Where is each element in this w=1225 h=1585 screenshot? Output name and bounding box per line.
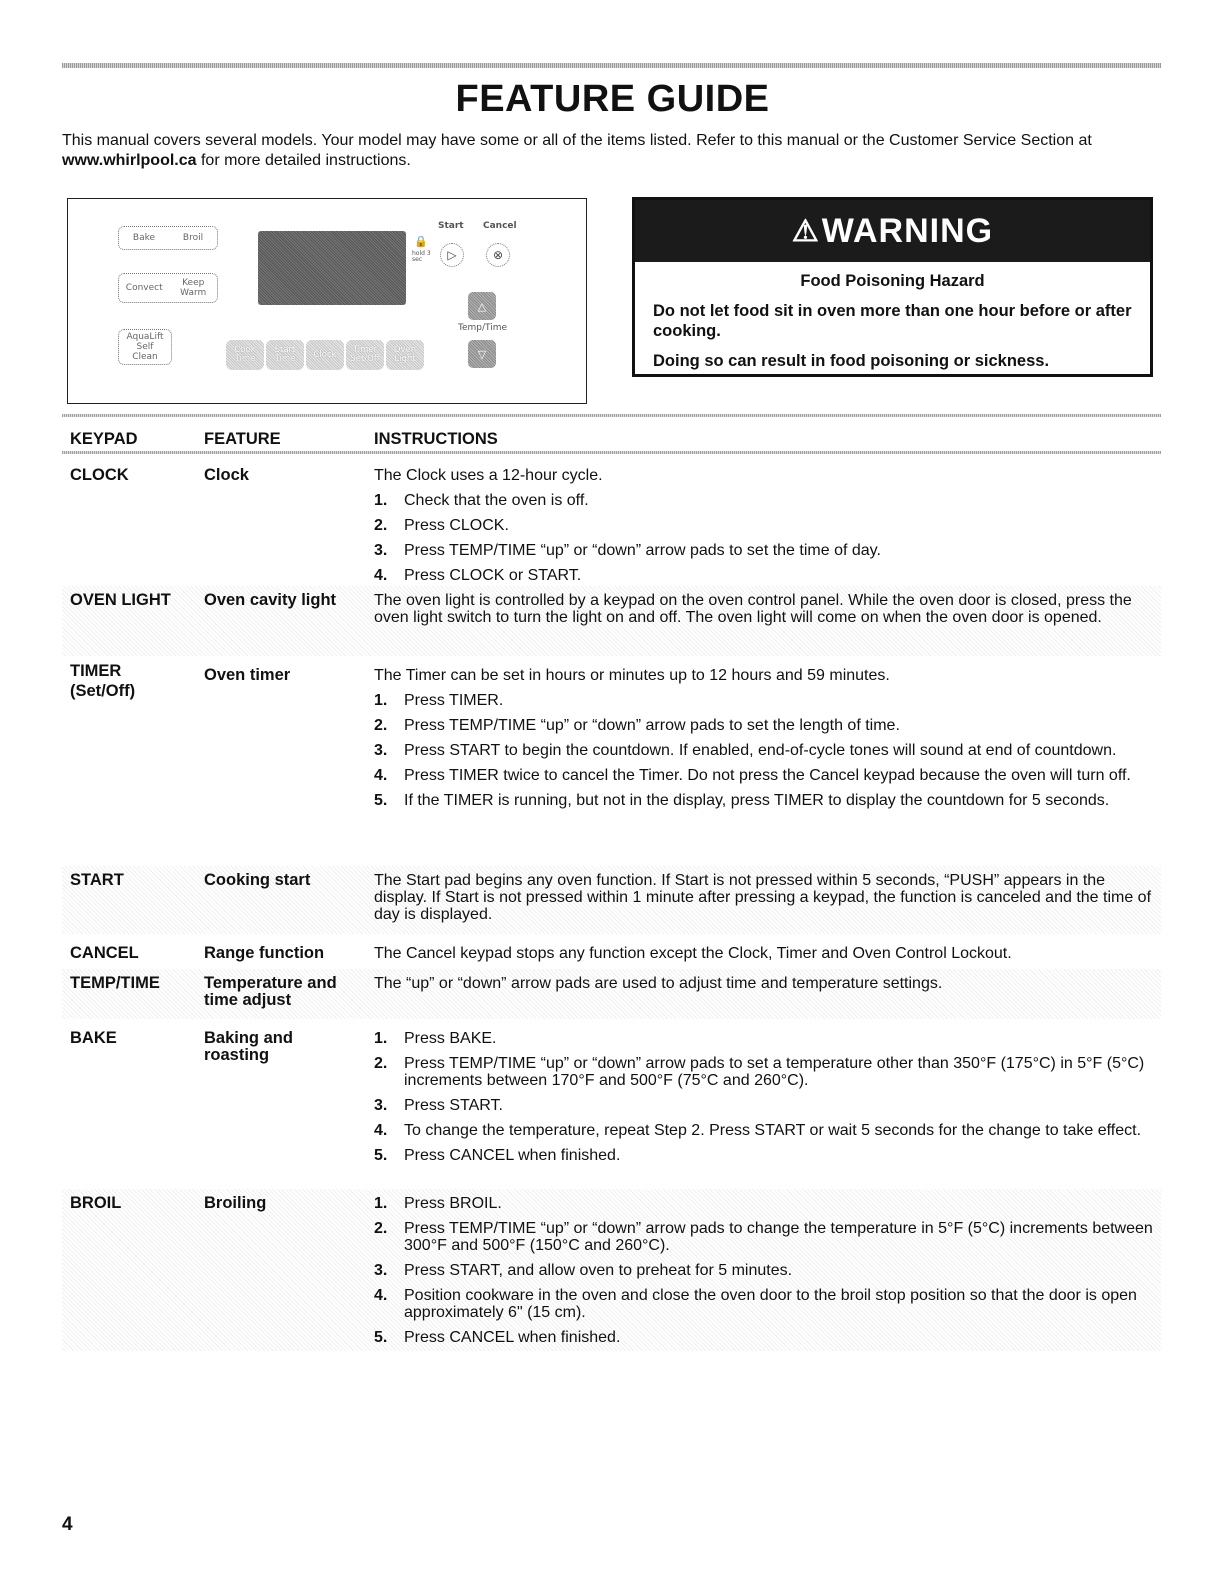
feature-name: Baking and roasting — [204, 1029, 293, 1064]
broil-label: Broil — [182, 233, 204, 243]
step-item — [374, 567, 1154, 584]
aqualift-key — [118, 329, 172, 365]
instructions-cell — [374, 592, 1154, 634]
step-number: 3. — [374, 1097, 388, 1114]
step-text: Press TIMER. — [404, 692, 504, 709]
header-feature: FEATURE — [204, 430, 281, 448]
step-number: 3. — [374, 742, 388, 759]
cook-time-key: Cook Time — [226, 340, 264, 370]
feature-name: Range function — [204, 944, 325, 962]
header-keypad: KEYPAD — [70, 430, 138, 448]
page-number: 4 — [62, 1514, 73, 1535]
keypad-name: TIMER (Set/Off) — [70, 662, 136, 700]
step-number: 3. — [374, 1262, 388, 1279]
control-panel-illustration — [67, 198, 587, 404]
step-number: 1. — [374, 692, 388, 709]
step-number: 4. — [374, 1122, 388, 1139]
instructions-cell — [374, 467, 1154, 592]
feature-name: Broiling — [204, 1194, 267, 1212]
cancel-label: Cancel — [483, 221, 517, 231]
step-number: 2. — [374, 717, 388, 734]
warning-line-1: Do not let food sit in oven more than one hour before or after cooking. — [653, 302, 1132, 340]
step-item — [374, 542, 1154, 559]
step-item — [374, 517, 1154, 534]
step-item — [374, 1055, 1154, 1089]
instructions-cell — [374, 945, 1154, 970]
keypad-name: BAKE — [70, 1029, 117, 1047]
hold-label: hold 3 sec — [412, 250, 431, 263]
step-text: Press BROIL. — [404, 1195, 502, 1212]
step-text: Press CLOCK or START. — [404, 567, 582, 584]
step-text: Position cookware in the oven and close the oven door to the broil stop position so that the door is open approximately 6" (15 cm). — [404, 1287, 1137, 1321]
step-number: 4. — [374, 1287, 388, 1304]
bake-broil-key — [118, 226, 218, 250]
instructions-cell — [374, 1030, 1154, 1172]
step-number: 2. — [374, 517, 388, 534]
header-instructions: INSTRUCTIONS — [374, 430, 498, 448]
steps-list — [374, 1195, 1154, 1346]
step-item — [374, 717, 1154, 734]
keypad-name: TEMP/TIME — [70, 974, 160, 992]
intro-paragraph — [62, 131, 1161, 171]
step-text: Press TEMP/TIME “up” or “down” arrow pads to set a temperature other than 350°F (175°C) in 5°F (5°C) increments between 170°F and 500°F (75°C and 260°C). — [404, 1055, 1145, 1089]
step-item — [374, 1329, 1154, 1346]
table-header-rule — [62, 451, 1161, 454]
keypad-name: BROIL — [70, 1194, 122, 1212]
warning-box — [632, 197, 1153, 377]
step-item — [374, 1122, 1154, 1139]
keypad-name: CANCEL — [70, 944, 139, 962]
instruction-text: The “up” or “down” arrow pads are used to adjust time and temperature settings. — [374, 975, 943, 992]
step-number: 4. — [374, 767, 388, 784]
feature-name: Temperature and time adjust — [204, 974, 337, 1009]
step-text: Press CANCEL when finished. — [404, 1147, 621, 1164]
step-number: 5. — [374, 1147, 388, 1164]
step-text: Press TEMP/TIME “up” or “down” arrow pads to set the time of day. — [404, 542, 881, 559]
step-text: Press BAKE. — [404, 1030, 497, 1047]
table-row — [62, 939, 1161, 964]
start-label: Start — [438, 221, 464, 231]
steps-list — [374, 692, 1154, 809]
clock-key: Clock — [306, 340, 344, 370]
timer-key: Timer Set/Off — [346, 340, 384, 370]
step-number: 2. — [374, 1220, 388, 1237]
step-text: Press CANCEL when finished. — [404, 1329, 621, 1346]
intro-text-end: for more detailed instructions. — [196, 152, 411, 169]
step-item — [374, 1220, 1154, 1254]
instructions-cell — [374, 975, 1154, 1000]
step-number: 4. — [374, 567, 388, 584]
step-text: Press START. — [404, 1097, 503, 1114]
keep-warm-label: Keep Warm — [180, 278, 207, 298]
step-item — [374, 1030, 1154, 1047]
bake-label: Bake — [132, 233, 156, 243]
step-item — [374, 1262, 1154, 1279]
convect-label: Convect — [125, 283, 163, 293]
step-text: Press TEMP/TIME “up” or “down” arrow pads to set the length of time. — [404, 717, 900, 734]
warning-header — [635, 200, 1150, 262]
table-top-rule — [62, 414, 1161, 417]
step-number: 5. — [374, 792, 388, 809]
oven-light-key: Oven Light — [386, 340, 424, 370]
step-item — [374, 742, 1154, 759]
instructions-cell — [374, 667, 1154, 817]
table-row — [62, 661, 1161, 861]
step-item — [374, 1097, 1154, 1114]
keypad-name: OVEN LIGHT — [70, 591, 171, 609]
step-number: 1. — [374, 1195, 388, 1212]
hazard-title: Food Poisoning Hazard — [800, 272, 985, 290]
step-text: Press START, and allow oven to preheat for 5 minutes. — [404, 1262, 793, 1279]
page-title: FEATURE GUIDE — [455, 78, 770, 120]
step-text: Press START to begin the countdown. If enabled, end-of-cycle tones will sound at end of countdown. — [404, 742, 1117, 759]
down-arrow-icon: ▽ — [468, 340, 496, 368]
step-text: Check that the oven is off. — [404, 492, 589, 509]
step-item — [374, 767, 1154, 784]
warning-heading: WARNING — [821, 211, 994, 250]
step-item — [374, 1147, 1154, 1164]
step-number: 1. — [374, 1030, 388, 1047]
step-text: If the TIMER is running, but not in the display, press TIMER to display the countdown for 5 seconds. — [404, 792, 1110, 809]
table-row — [62, 1024, 1161, 1184]
warning-line-2: Doing so can result in food poisoning or sickness. — [653, 352, 1050, 370]
steps-list — [374, 492, 1154, 584]
oven-display — [258, 231, 406, 305]
step-number: 3. — [374, 542, 388, 559]
step-number: 1. — [374, 492, 388, 509]
feature-name: Clock — [204, 466, 249, 484]
step-text: Press CLOCK. — [404, 517, 509, 534]
cancel-x-icon: ⊗ — [486, 243, 510, 267]
up-arrow-icon: △ — [468, 292, 496, 320]
table-row — [62, 969, 1161, 1019]
instructions-cell — [374, 872, 1154, 931]
start-play-icon: ▷ — [440, 243, 464, 267]
step-number: 5. — [374, 1329, 388, 1346]
step-item — [374, 792, 1154, 809]
temp-time-label: Temp/Time — [458, 323, 508, 333]
intro-text: This manual covers several models. Your model may have some or all of the items listed. Refer to this manual or the Customer Service Section at — [62, 132, 1092, 149]
table-row — [62, 586, 1161, 656]
top-rule — [62, 63, 1161, 68]
convect-keepwarm-key — [118, 273, 218, 303]
lock-icon: 🔒 — [414, 235, 428, 248]
table-row — [62, 1189, 1161, 1351]
feature-name: Cooking start — [204, 871, 311, 889]
step-text: Press TIMER twice to cancel the Timer. Do not press the Cancel keypad because the oven will turn off. — [404, 767, 1131, 784]
step-item — [374, 1195, 1154, 1212]
warning-triangle-icon: ⚠ — [791, 214, 820, 248]
start-time-key: Start Time — [266, 340, 304, 370]
instruction-text: The Timer can be set in hours or minutes up to 12 hours and 59 minutes. — [374, 667, 890, 684]
instruction-text: The Clock uses a 12-hour cycle. — [374, 467, 603, 484]
step-number: 2. — [374, 1055, 388, 1072]
instructions-cell — [374, 1195, 1154, 1354]
instruction-text: The oven light is controlled by a keypad on the oven control panel. While the oven door is closed, press the oven light switch to turn the light on and off. The oven light will come on when the oven door is opened. — [374, 592, 1132, 626]
step-item — [374, 1287, 1154, 1321]
table-row — [62, 866, 1161, 934]
table-row — [62, 461, 1161, 584]
step-item — [374, 692, 1154, 709]
keypad-name: START — [70, 871, 124, 889]
instruction-text: The Start pad begins any oven function. If Start is not pressed within 5 seconds, “PUSH” appears in the display. If Start is not pressed within 1 minute after pressing a keypad, the function is canceled and the time of day is displayed. — [374, 872, 1152, 923]
step-text: To change the temperature, repeat Step 2. Press START or wait 5 seconds for the change to take effect. — [404, 1122, 1142, 1139]
feature-name: Oven timer — [204, 666, 291, 684]
step-item — [374, 492, 1154, 509]
website-link[interactable]: www.whirlpool.ca — [62, 152, 197, 169]
step-text: Press TEMP/TIME “up” or “down” arrow pads to change the temperature in 5°F (5°C) increments between 300°F and 500°F (150°C and 260°C). — [404, 1220, 1153, 1254]
keypad-name: CLOCK — [70, 466, 129, 484]
steps-list — [374, 1030, 1154, 1164]
instruction-text: The Cancel keypad stops any function except the Clock, Timer and Oven Control Lockout. — [374, 945, 1012, 962]
feature-name: Oven cavity light — [204, 591, 337, 609]
aqualift-label: AquaLift Self Clean — [126, 332, 164, 362]
